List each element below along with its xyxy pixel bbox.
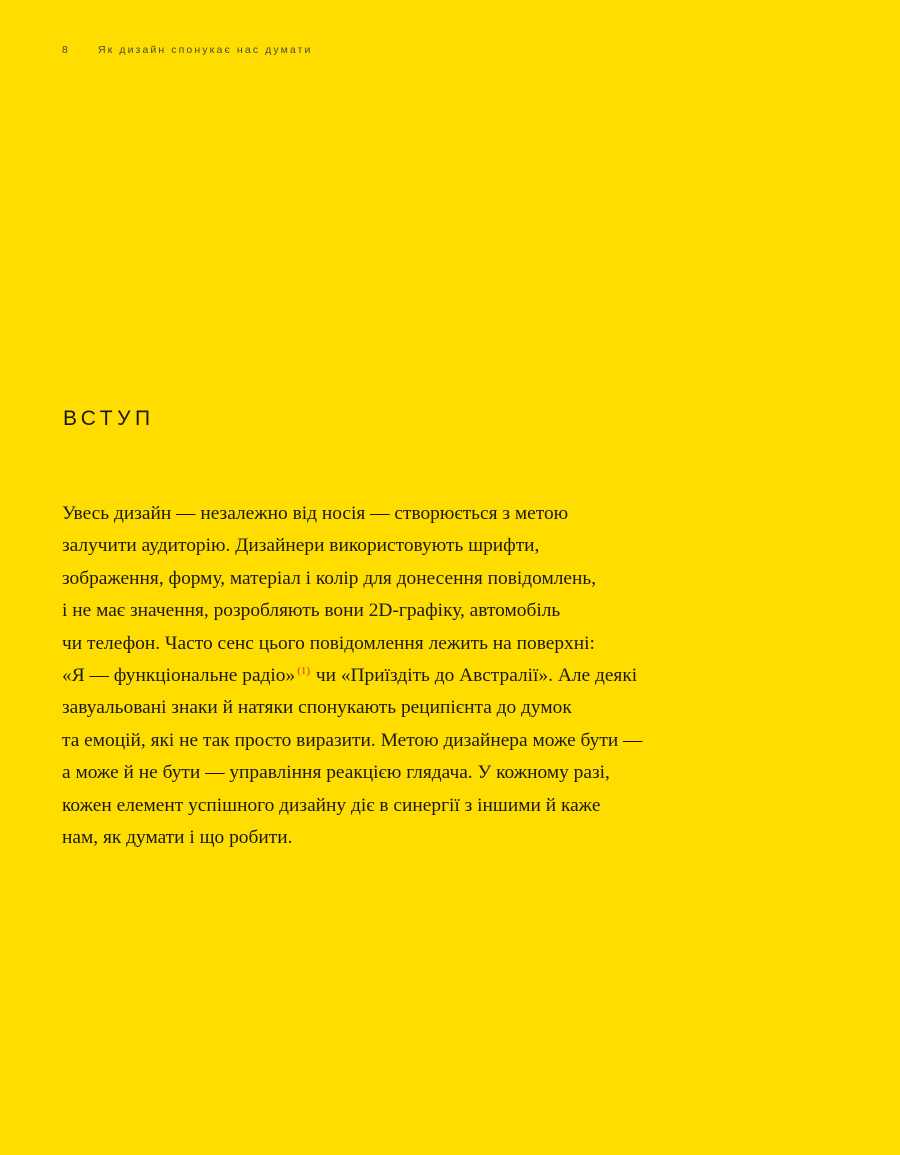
section-heading: ВСТУП [63,407,155,430]
body-line-10: кожен елемент успішного дизайну діє в синергії з іншими й каже [62,794,601,816]
body-line-3: зображення, форму, матеріал і колір для донесення повідомлень, [62,567,597,589]
page-number: 8 [62,44,70,56]
body-line-6-start: «Я — функціональне радіо» [62,665,296,687]
running-title: Як дизайн спонукає нас думати [97,44,313,56]
body-line-11: нам, як думати і що робити. [62,827,293,849]
body-line-5: чи телефон. Часто сенс цього повідомлення лежить на поверхні: [62,632,595,654]
body-line-6 [62,660,642,692]
body-paragraph [62,498,642,854]
body-line-8: та емоцій, які не так просто виразити. Метою дизайнера може бути — [62,729,643,751]
body-line-9: а може й не бути — управління реакцією глядача. У кожному разі, [62,762,610,784]
footnote-marker[interactable]: (1) [297,665,311,678]
body-line-7: завуальовані знаки й натяки спонукають реципієнта до думок [62,697,572,719]
body-line-4: і не має значення, розробляють вони 2D-графіку, автомобіль [62,600,561,622]
running-header [62,44,313,56]
body-line-1: Увесь дизайн — незалежно від носія — створюється з метою [62,503,569,524]
body-line-6-end: чи «Приїздіть до Австралії». Але деякі [311,665,638,687]
body-line-2: залучити аудиторію. Дизайнери використовують шрифти, [62,535,540,557]
